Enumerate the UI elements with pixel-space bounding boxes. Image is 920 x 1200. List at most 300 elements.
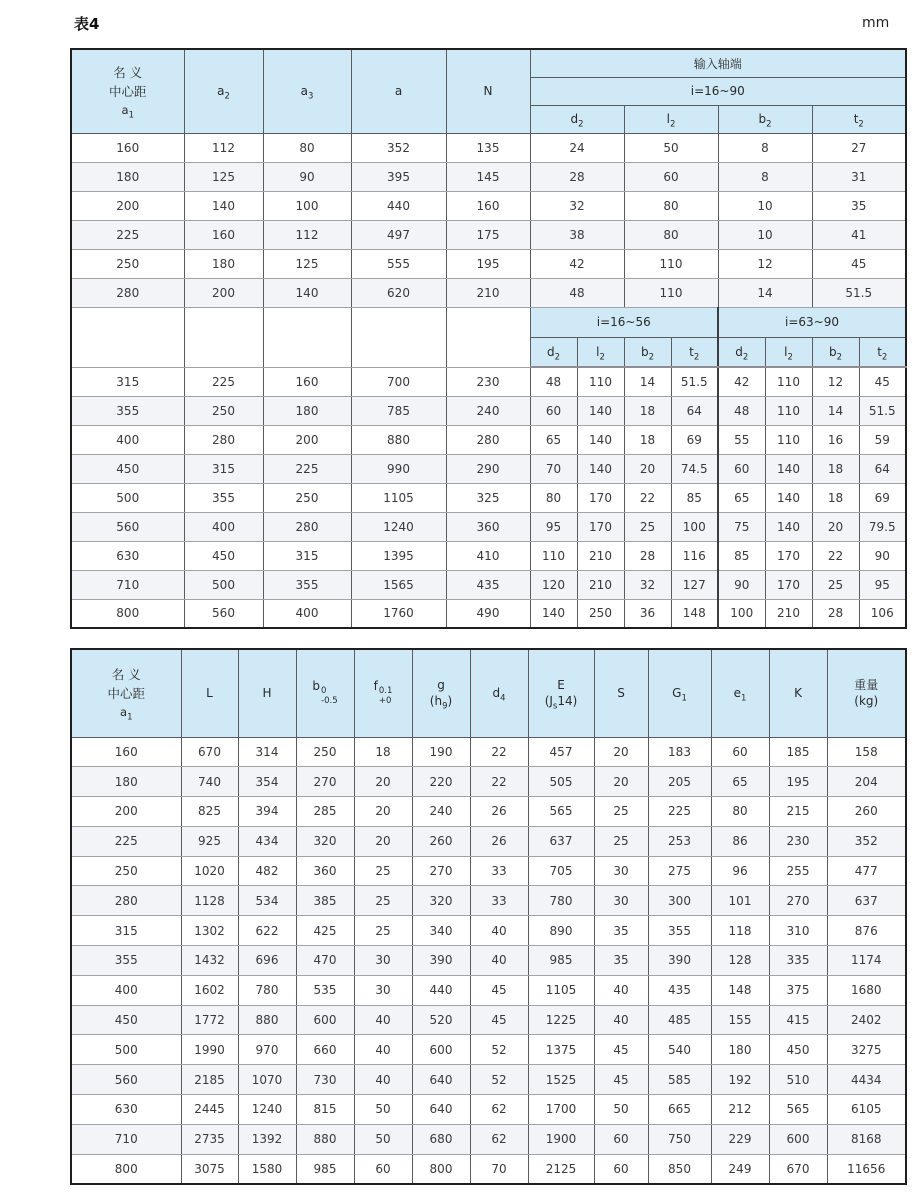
table-cell: 20 — [354, 826, 412, 856]
table1-mid-headers — [71, 307, 906, 367]
table-cell: 555 — [351, 249, 446, 278]
group-header-input-shaft: 输入轴端 — [530, 49, 906, 77]
table-cell: 140 — [577, 454, 624, 483]
table-cell: 320 — [296, 826, 354, 856]
table-cell: 880 — [296, 1124, 354, 1154]
table-cell: 40 — [470, 946, 528, 976]
table-cell: 60 — [594, 1154, 648, 1184]
table-cell: 140 — [765, 483, 812, 512]
table-cell: 280 — [71, 278, 184, 307]
col-header-e1: $e_1$ — [711, 649, 769, 737]
table-cell: 890 — [528, 916, 594, 946]
table-cell: 314 — [238, 737, 296, 767]
table-cell: 90 — [718, 570, 765, 599]
table-cell: 106 — [859, 599, 906, 628]
table-cell: 325 — [446, 483, 530, 512]
table-cell: 8 — [718, 162, 812, 191]
table-cell: 18 — [354, 737, 412, 767]
col-header-a2: $a_2$ — [184, 49, 263, 133]
table-cell: 225 — [184, 367, 263, 396]
table-cell: 8168 — [827, 1124, 906, 1154]
col-header-b2: $b_2$ — [624, 337, 671, 367]
ratio-header-right: i=63~90 — [718, 307, 906, 337]
col-header-a1: 名 义 中心距 $a_1$ — [71, 49, 184, 133]
table-cell: 50 — [354, 1095, 412, 1125]
table-cell: 26 — [470, 826, 528, 856]
table-cell: 195 — [769, 767, 827, 797]
table-cell: 40 — [354, 1035, 412, 1065]
table-row — [71, 1095, 906, 1125]
table-cell: 210 — [765, 599, 812, 628]
table-cell: 85 — [718, 541, 765, 570]
table-cell: 112 — [184, 133, 263, 162]
col-header-N: N — [446, 49, 530, 133]
table-cell: 970 — [238, 1035, 296, 1065]
table-cell: 250 — [577, 599, 624, 628]
table-cell: 25 — [354, 856, 412, 886]
table-cell: 497 — [351, 220, 446, 249]
table-cell: 880 — [238, 1005, 296, 1035]
table-cell: 876 — [827, 916, 906, 946]
table-cell: 180 — [711, 1035, 769, 1065]
table-cell: 535 — [296, 975, 354, 1005]
table-cell: 1392 — [238, 1124, 296, 1154]
table-cell: 600 — [412, 1035, 470, 1065]
table-cell: 434 — [238, 826, 296, 856]
table-cell: 390 — [648, 946, 711, 976]
table-cell: 204 — [827, 767, 906, 797]
table-cell: 55 — [718, 425, 765, 454]
table-cell: 260 — [412, 826, 470, 856]
table-cell: 560 — [71, 1065, 181, 1095]
table-cell: 560 — [71, 512, 184, 541]
table-cell: 280 — [446, 425, 530, 454]
table-cell: 20 — [354, 767, 412, 797]
table-cell: 27 — [812, 133, 906, 162]
table-cell: 825 — [181, 797, 238, 827]
table-cell: 45 — [470, 975, 528, 1005]
table-cell: 6105 — [827, 1095, 906, 1125]
table-cell: 335 — [769, 946, 827, 976]
table-cell: 490 — [446, 599, 530, 628]
table-cell: 700 — [351, 367, 446, 396]
table-cell: 80 — [711, 797, 769, 827]
col-header-l2: $l_2$ — [765, 337, 812, 367]
table-cell: 60 — [530, 396, 577, 425]
table-cell: 500 — [71, 483, 184, 512]
table-cell: 35 — [812, 191, 906, 220]
table-cell: 270 — [412, 856, 470, 886]
unit-label: mm — [862, 15, 890, 31]
table-cell: 285 — [296, 797, 354, 827]
table-cell: 1225 — [528, 1005, 594, 1035]
table-cell: 985 — [528, 946, 594, 976]
empty-cell — [351, 307, 446, 367]
table-cell: 25 — [812, 570, 859, 599]
table-cell: 180 — [184, 249, 263, 278]
table-cell: 155 — [711, 1005, 769, 1035]
table-cell: 48 — [530, 278, 624, 307]
table-cell: 59 — [859, 425, 906, 454]
table-cell: 230 — [446, 367, 530, 396]
table-cell: 394 — [238, 797, 296, 827]
table-cell: 1174 — [827, 946, 906, 976]
table-cell: 340 — [412, 916, 470, 946]
table-cell: 450 — [184, 541, 263, 570]
table-row — [71, 367, 906, 396]
empty-cell — [263, 307, 351, 367]
col-header-a1: 名 义 中心距 $a_1$ — [71, 649, 181, 737]
col-header-d2: $d_2$ — [530, 105, 624, 133]
table-cell: 30 — [354, 946, 412, 976]
table-cell: 680 — [412, 1124, 470, 1154]
table-cell: 240 — [446, 396, 530, 425]
table-cell: 395 — [351, 162, 446, 191]
table-row — [71, 396, 906, 425]
table-cell: 45 — [594, 1035, 648, 1065]
table-cell: 565 — [769, 1095, 827, 1125]
table-cell: 1680 — [827, 975, 906, 1005]
table-cell: 51.5 — [859, 396, 906, 425]
table-cell: 740 — [181, 767, 238, 797]
col-header-d2: $d_2$ — [530, 337, 577, 367]
table-cell: 60 — [718, 454, 765, 483]
table-cell: 40 — [354, 1065, 412, 1095]
table-cell: 355 — [71, 946, 181, 976]
table-cell: 1105 — [528, 975, 594, 1005]
table-cell: 640 — [412, 1095, 470, 1125]
dimension-table-2 — [70, 648, 907, 1185]
table-row — [71, 220, 906, 249]
table-cell: 110 — [765, 367, 812, 396]
table-cell: 45 — [594, 1065, 648, 1095]
table-cell: 200 — [184, 278, 263, 307]
table-cell: 600 — [769, 1124, 827, 1154]
table-cell: 280 — [71, 886, 181, 916]
table-cell: 500 — [71, 1035, 181, 1065]
table-cell: 253 — [648, 826, 711, 856]
table-cell: 696 — [238, 946, 296, 976]
table-cell: 229 — [711, 1124, 769, 1154]
table-cell: 1128 — [181, 886, 238, 916]
table-cell: 8 — [718, 133, 812, 162]
table-cell: 637 — [827, 886, 906, 916]
table-cell: 65 — [718, 483, 765, 512]
table-row — [71, 249, 906, 278]
table-cell: 355 — [648, 916, 711, 946]
table-cell: 249 — [711, 1154, 769, 1184]
table-cell: 69 — [671, 425, 718, 454]
table-cell: 990 — [351, 454, 446, 483]
table-cell: 32 — [530, 191, 624, 220]
table-cell: 1602 — [181, 975, 238, 1005]
table-cell: 41 — [812, 220, 906, 249]
table2-rows — [71, 737, 906, 1184]
table-cell: 175 — [446, 220, 530, 249]
col-header-b2: $b_2$ — [718, 105, 812, 133]
ratio-header-left: i=16~56 — [530, 307, 718, 337]
table-cell: 14 — [624, 367, 671, 396]
table-cell: 450 — [71, 454, 184, 483]
col-header-t2: $t_2$ — [671, 337, 718, 367]
table-cell: 600 — [296, 1005, 354, 1035]
table-cell: 65 — [530, 425, 577, 454]
col-header-L: L — [181, 649, 238, 737]
table-cell: 28 — [624, 541, 671, 570]
table-row — [71, 425, 906, 454]
table-cell: 18 — [812, 483, 859, 512]
table-row — [71, 797, 906, 827]
table-cell: 1760 — [351, 599, 446, 628]
table-cell: 70 — [530, 454, 577, 483]
table-cell: 1240 — [351, 512, 446, 541]
table-cell: 22 — [812, 541, 859, 570]
col-header-weight: 重量 (kg) — [827, 649, 906, 737]
table-cell: 210 — [446, 278, 530, 307]
col-header-a3: $a_3$ — [263, 49, 351, 133]
table-cell: 127 — [671, 570, 718, 599]
table-cell: 400 — [71, 975, 181, 1005]
table-row — [71, 541, 906, 570]
table-cell: 355 — [263, 570, 351, 599]
table-cell: 705 — [528, 856, 594, 886]
table-cell: 20 — [594, 737, 648, 767]
table-cell: 250 — [263, 483, 351, 512]
col-header-G1: $G_1$ — [648, 649, 711, 737]
table-cell: 96 — [711, 856, 769, 886]
table-cell: 12 — [718, 249, 812, 278]
table-cell: 50 — [624, 133, 718, 162]
table-cell: 28 — [530, 162, 624, 191]
table-cell: 200 — [263, 425, 351, 454]
table-cell: 355 — [71, 396, 184, 425]
table-cell: 310 — [769, 916, 827, 946]
table-row — [71, 975, 906, 1005]
table-cell: 450 — [769, 1035, 827, 1065]
table-cell: 565 — [528, 797, 594, 827]
table-cell: 354 — [238, 767, 296, 797]
table-cell: 25 — [594, 797, 648, 827]
table-row — [71, 599, 906, 628]
table-cell: 60 — [594, 1124, 648, 1154]
table-cell: 10 — [718, 220, 812, 249]
table-cell: 320 — [412, 886, 470, 916]
table-row — [71, 483, 906, 512]
col-header-E: E $(J_s14)$ — [528, 649, 594, 737]
table-cell: 185 — [769, 737, 827, 767]
table-cell: 18 — [624, 425, 671, 454]
table-cell: 30 — [594, 856, 648, 886]
table-cell: 148 — [671, 599, 718, 628]
table-cell: 630 — [71, 541, 184, 570]
table-cell: 2402 — [827, 1005, 906, 1035]
table-cell: 1395 — [351, 541, 446, 570]
table-cell: 90 — [859, 541, 906, 570]
table-cell: 52 — [470, 1065, 528, 1095]
table-cell: 510 — [769, 1065, 827, 1095]
table-cell: 45 — [470, 1005, 528, 1035]
table-cell: 25 — [354, 886, 412, 916]
table-cell: 280 — [184, 425, 263, 454]
table-cell: 435 — [446, 570, 530, 599]
table-cell: 11656 — [827, 1154, 906, 1184]
col-header-K: K — [769, 649, 827, 737]
table-cell: 1375 — [528, 1035, 594, 1065]
table-cell: 250 — [71, 856, 181, 886]
table-cell: 2185 — [181, 1065, 238, 1095]
table-cell: 18 — [812, 454, 859, 483]
table-cell: 50 — [354, 1124, 412, 1154]
table-cell: 1105 — [351, 483, 446, 512]
table-cell: 48 — [530, 367, 577, 396]
table-cell: 315 — [184, 454, 263, 483]
table-cell: 38 — [530, 220, 624, 249]
col-header-t2: $t_2$ — [812, 105, 906, 133]
table-cell: 250 — [71, 249, 184, 278]
table-cell: 534 — [238, 886, 296, 916]
table-cell: 40 — [354, 1005, 412, 1035]
table-cell: 101 — [711, 886, 769, 916]
table-cell: 36 — [624, 599, 671, 628]
table-cell: 482 — [238, 856, 296, 886]
table-cell: 880 — [351, 425, 446, 454]
table-cell: 26 — [470, 797, 528, 827]
table-row — [71, 1124, 906, 1154]
table-cell: 22 — [470, 737, 528, 767]
table-cell: 64 — [859, 454, 906, 483]
table-cell: 160 — [263, 367, 351, 396]
table-cell: 225 — [71, 220, 184, 249]
table-row — [71, 133, 906, 162]
table-cell: 50 — [594, 1095, 648, 1125]
table-cell: 415 — [769, 1005, 827, 1035]
col-header-g: g $(h_9)$ — [412, 649, 470, 737]
table-cell: 45 — [812, 249, 906, 278]
table-cell: 800 — [412, 1154, 470, 1184]
col-header-l2: $l_2$ — [624, 105, 718, 133]
table-cell: 62 — [470, 1124, 528, 1154]
table-cell: 40 — [594, 975, 648, 1005]
table-cell: 360 — [446, 512, 530, 541]
table-row — [71, 512, 906, 541]
empty-cell — [71, 307, 184, 367]
table-row — [71, 916, 906, 946]
table-cell: 69 — [859, 483, 906, 512]
table-cell: 450 — [71, 1005, 181, 1035]
table-cell: 60 — [624, 162, 718, 191]
table-row — [71, 191, 906, 220]
table-cell: 40 — [594, 1005, 648, 1035]
table-cell: 70 — [470, 1154, 528, 1184]
table-cell: 60 — [354, 1154, 412, 1184]
table-cell: 352 — [827, 826, 906, 856]
table-cell: 170 — [577, 512, 624, 541]
table-cell: 51.5 — [671, 367, 718, 396]
table-cell: 64 — [671, 396, 718, 425]
table-cell: 215 — [769, 797, 827, 827]
table-cell: 1772 — [181, 1005, 238, 1035]
table-cell: 16 — [812, 425, 859, 454]
table-cell: 520 — [412, 1005, 470, 1035]
table-cell: 22 — [624, 483, 671, 512]
table-cell: 2445 — [181, 1095, 238, 1125]
table-cell: 140 — [530, 599, 577, 628]
table-cell: 180 — [71, 162, 184, 191]
col-header-H: H — [238, 649, 296, 737]
table-cell: 440 — [351, 191, 446, 220]
table-cell: 477 — [827, 856, 906, 886]
table-cell: 435 — [648, 975, 711, 1005]
table-cell: 670 — [181, 737, 238, 767]
table-cell: 270 — [296, 767, 354, 797]
table-row — [71, 570, 906, 599]
table-cell: 375 — [769, 975, 827, 1005]
table-cell: 86 — [711, 826, 769, 856]
table-cell: 74.5 — [671, 454, 718, 483]
table-cell: 660 — [296, 1035, 354, 1065]
table-cell: 1240 — [238, 1095, 296, 1125]
table-cell: 160 — [184, 220, 263, 249]
table-cell: 140 — [184, 191, 263, 220]
table-row — [71, 886, 906, 916]
table-cell: 240 — [412, 797, 470, 827]
table-cell: 360 — [296, 856, 354, 886]
table-cell: 440 — [412, 975, 470, 1005]
table-cell: 80 — [263, 133, 351, 162]
table-cell: 815 — [296, 1095, 354, 1125]
table-cell: 190 — [412, 737, 470, 767]
table-cell: 62 — [470, 1095, 528, 1125]
table-cell: 192 — [711, 1065, 769, 1095]
table-cell: 135 — [446, 133, 530, 162]
table-cell: 255 — [769, 856, 827, 886]
table-cell: 14 — [718, 278, 812, 307]
table-cell: 3275 — [827, 1035, 906, 1065]
table-cell: 18 — [624, 396, 671, 425]
table-cell: 42 — [718, 367, 765, 396]
table-row — [71, 946, 906, 976]
page-title: 表4 — [74, 15, 100, 33]
table-cell: 670 — [769, 1154, 827, 1184]
table-cell: 110 — [624, 278, 718, 307]
table-cell: 205 — [648, 767, 711, 797]
table-cell: 665 — [648, 1095, 711, 1125]
table-cell: 212 — [711, 1095, 769, 1125]
table-cell: 210 — [577, 570, 624, 599]
table-cell: 1990 — [181, 1035, 238, 1065]
table-row — [71, 1154, 906, 1184]
table-cell: 180 — [263, 396, 351, 425]
table-cell: 118 — [711, 916, 769, 946]
col-header-b2: $b_2$ — [812, 337, 859, 367]
table-cell: 25 — [594, 826, 648, 856]
table-cell: 410 — [446, 541, 530, 570]
table-cell: 780 — [528, 886, 594, 916]
table-row — [71, 767, 906, 797]
table-cell: 485 — [648, 1005, 711, 1035]
table-cell: 80 — [624, 220, 718, 249]
table-cell: 200 — [71, 797, 181, 827]
table-cell: 100 — [263, 191, 351, 220]
table-cell: 180 — [71, 767, 181, 797]
table-cell: 225 — [648, 797, 711, 827]
table-cell: 230 — [769, 826, 827, 856]
table-cell: 30 — [354, 975, 412, 1005]
table-cell: 800 — [71, 1154, 181, 1184]
table-cell: 300 — [648, 886, 711, 916]
table-cell: 210 — [577, 541, 624, 570]
table-cell: 20 — [624, 454, 671, 483]
